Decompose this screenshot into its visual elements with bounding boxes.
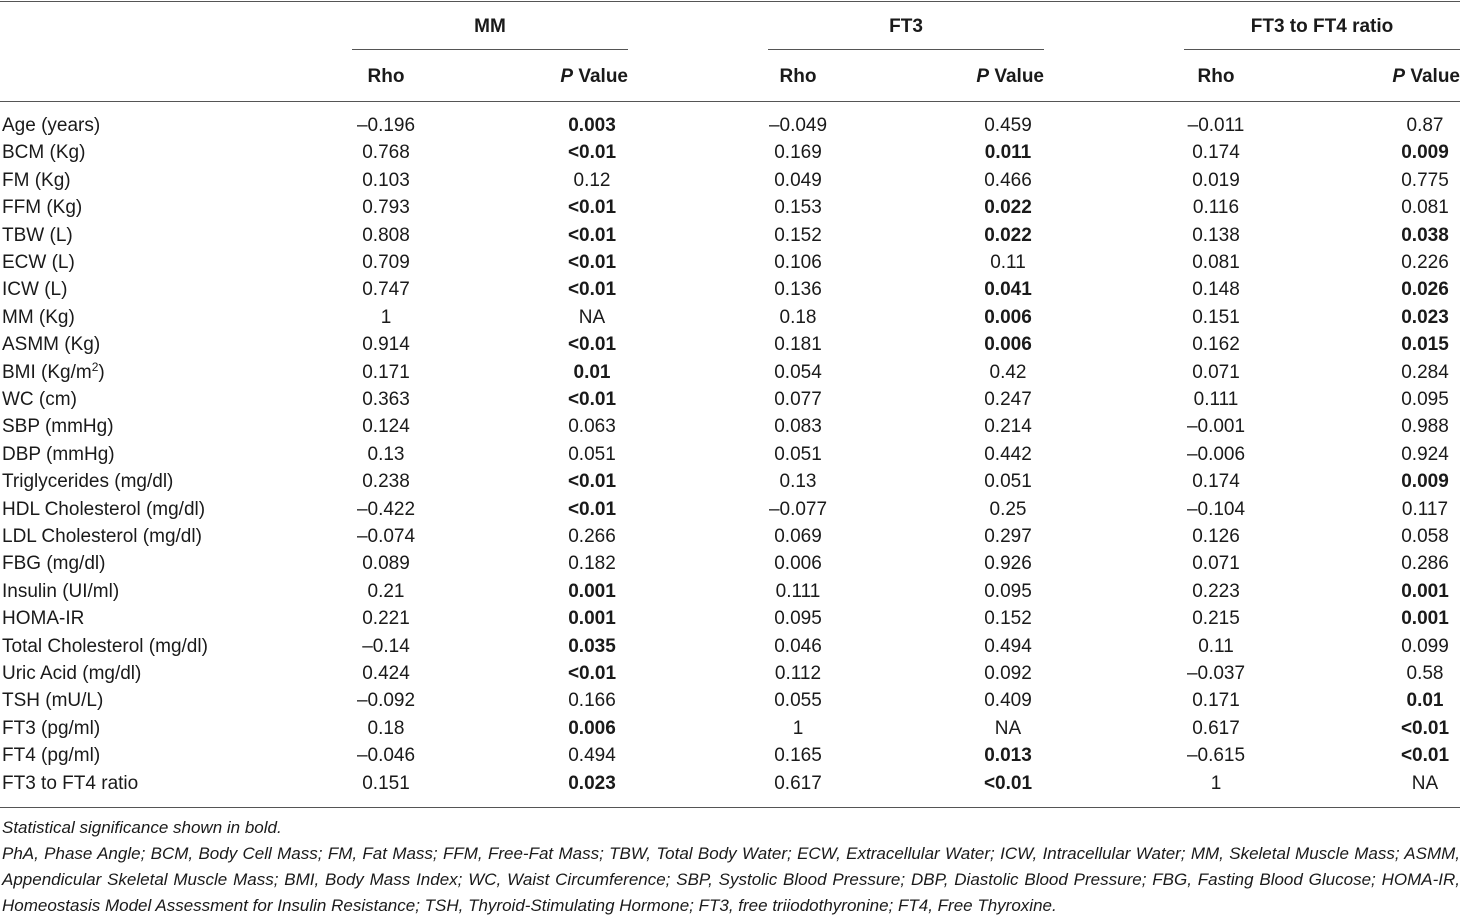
p-value: 0.015 bbox=[1401, 334, 1449, 356]
rho-value: 0.914 bbox=[362, 334, 410, 356]
subheader-p-value bbox=[1320, 66, 1460, 88]
row-label-text: Age (years) bbox=[2, 115, 101, 136]
rho-value: 0.215 bbox=[1192, 608, 1240, 630]
p-value: <0.01 bbox=[567, 498, 617, 520]
rho-value: 1 bbox=[1210, 772, 1222, 794]
group-title: FT3 bbox=[889, 16, 923, 37]
p-value: 0.11 bbox=[990, 252, 1026, 273]
p-value: 0.022 bbox=[984, 197, 1032, 219]
p-value: <0.01 bbox=[567, 471, 617, 493]
row-label bbox=[2, 581, 119, 603]
row-label bbox=[2, 636, 208, 658]
row-label-text: ICW (L) bbox=[2, 279, 68, 301]
group-title: FT3 to FT4 ratio bbox=[1250, 16, 1394, 37]
p-value: 0.001 bbox=[1401, 580, 1449, 602]
row-label-text: ASMM (Kg) bbox=[2, 334, 101, 356]
p-value: 0.095 bbox=[984, 580, 1032, 602]
row-label bbox=[2, 471, 173, 493]
p-value: 0.058 bbox=[1401, 526, 1449, 547]
p-value: 0.009 bbox=[1401, 471, 1449, 493]
rho-value: 0.793 bbox=[362, 197, 410, 219]
rho-value: 0.13 bbox=[779, 471, 817, 493]
subheader-value-text: Value bbox=[573, 66, 628, 87]
p-value: <0.01 bbox=[1400, 745, 1450, 767]
p-value: 0.494 bbox=[984, 635, 1032, 657]
row-label-text: FT4 (pg/ml) bbox=[2, 745, 101, 767]
subheader-rho: Rho bbox=[1197, 66, 1235, 87]
table-bottom-rule bbox=[0, 807, 1460, 808]
rho-value: 0.13 bbox=[367, 443, 405, 465]
rho-value: 0.081 bbox=[1192, 252, 1240, 273]
row-label-text: Triglycerides (mg/dl) bbox=[2, 471, 174, 493]
rho-value: 0.11 bbox=[1198, 635, 1234, 657]
row-label bbox=[2, 170, 71, 192]
rho-value: 0.112 bbox=[774, 663, 822, 684]
rho-value: 0.151 bbox=[1192, 306, 1240, 328]
p-value: 0.023 bbox=[1401, 306, 1449, 328]
footnote-significance: Statistical significance shown in bold. bbox=[2, 818, 282, 837]
rho-value: 0.124 bbox=[362, 416, 410, 438]
p-value: 0.226 bbox=[1401, 252, 1449, 273]
p-value: 0.001 bbox=[568, 580, 616, 602]
p-value: 0.026 bbox=[1401, 279, 1449, 301]
row-label bbox=[2, 334, 100, 356]
row-label bbox=[2, 142, 85, 164]
p-value: 0.494 bbox=[568, 745, 616, 767]
row-label-suffix: ) bbox=[98, 361, 105, 383]
row-label-text: Uric Acid (mg/dl) bbox=[2, 663, 142, 684]
rho-value: 0.153 bbox=[774, 197, 822, 219]
p-value: <0.01 bbox=[567, 663, 617, 684]
p-value: 0.25 bbox=[989, 498, 1027, 520]
rho-value: 0.617 bbox=[1192, 717, 1240, 739]
p-value: <0.01 bbox=[983, 772, 1033, 794]
rho-value: 0.152 bbox=[774, 224, 822, 246]
p-value: 0.87 bbox=[1406, 115, 1444, 136]
row-label bbox=[2, 307, 75, 329]
p-value: 0.214 bbox=[984, 416, 1032, 438]
row-label-text: BMI (Kg/m bbox=[2, 361, 92, 383]
p-value: <0.01 bbox=[567, 197, 617, 219]
rho-value: –0.046 bbox=[356, 745, 416, 767]
rho-value: 0.095 bbox=[774, 608, 822, 630]
rho-value: –0.011 bbox=[1187, 115, 1245, 136]
rho-value: 1 bbox=[792, 717, 804, 739]
subheader-rho: Rho bbox=[779, 66, 817, 87]
rho-value: 0.055 bbox=[774, 690, 822, 712]
rho-value: 0.138 bbox=[1192, 224, 1240, 246]
rho-value: –0.196 bbox=[356, 115, 416, 136]
p-value: 0.006 bbox=[568, 717, 616, 739]
p-value: 0.011 bbox=[984, 142, 1032, 164]
subheader-value-text: Value bbox=[989, 66, 1044, 87]
rho-value: 0.051 bbox=[774, 443, 822, 465]
rho-value: 0.181 bbox=[774, 334, 822, 356]
row-label-text: WC (cm) bbox=[2, 389, 77, 410]
row-label bbox=[2, 608, 84, 630]
rho-value: 0.617 bbox=[774, 772, 822, 794]
p-value: 0.152 bbox=[984, 608, 1032, 630]
p-value: 0.081 bbox=[1401, 197, 1449, 219]
row-label bbox=[2, 690, 103, 712]
row-label-text: FM (Kg) bbox=[2, 169, 71, 191]
p-value: NA bbox=[578, 306, 606, 328]
rho-value: 0.106 bbox=[774, 252, 822, 273]
p-value: 0.442 bbox=[984, 443, 1032, 465]
p-value: 0.013 bbox=[984, 745, 1032, 767]
rho-value: 0.071 bbox=[1192, 553, 1240, 575]
row-label bbox=[2, 197, 82, 219]
row-label-text: BCM (Kg) bbox=[2, 142, 86, 164]
p-value: <0.01 bbox=[1400, 717, 1450, 739]
p-value: 0.063 bbox=[568, 416, 616, 438]
row-label bbox=[2, 745, 100, 767]
p-value: <0.01 bbox=[567, 224, 617, 246]
rho-value: 0.223 bbox=[1192, 580, 1240, 602]
p-value: 0.003 bbox=[568, 115, 616, 136]
row-label-text: MM (Kg) bbox=[2, 306, 75, 328]
rho-value: 0.174 bbox=[1192, 471, 1240, 493]
rho-value: 0.709 bbox=[362, 252, 410, 273]
p-value: 0.409 bbox=[984, 690, 1032, 712]
rho-value: –0.037 bbox=[1186, 663, 1246, 684]
rho-value: –0.001 bbox=[1186, 416, 1246, 438]
row-label-text: FT3 (pg/ml) bbox=[2, 717, 101, 739]
rho-value: 0.103 bbox=[362, 169, 410, 191]
rho-value: 0.424 bbox=[362, 663, 410, 684]
p-value: <0.01 bbox=[567, 142, 617, 164]
row-label bbox=[2, 279, 67, 301]
row-label-text: TBW (L) bbox=[2, 224, 73, 246]
subheader-p-value bbox=[904, 66, 1044, 88]
rho-value: –0.422 bbox=[356, 498, 416, 520]
row-label bbox=[2, 444, 115, 466]
p-value: 0.006 bbox=[984, 334, 1032, 356]
rho-value: 0.054 bbox=[774, 361, 822, 383]
row-label bbox=[2, 553, 105, 575]
row-label bbox=[2, 115, 100, 137]
p-value: 0.42 bbox=[989, 361, 1027, 383]
row-label-text: Total Cholesterol (mg/dl) bbox=[2, 635, 208, 657]
rho-value: 0.174 bbox=[1192, 142, 1240, 164]
p-value: 0.297 bbox=[984, 526, 1032, 547]
rho-value: 0.768 bbox=[362, 142, 410, 164]
p-value: 0.117 bbox=[1401, 498, 1449, 520]
rho-value: 0.077 bbox=[774, 389, 822, 410]
p-value: 0.009 bbox=[1401, 142, 1449, 164]
rho-value: 0.083 bbox=[774, 416, 822, 438]
rho-value: 0.148 bbox=[1192, 279, 1240, 301]
table-top-rule bbox=[0, 1, 1460, 2]
row-label bbox=[2, 718, 100, 740]
row-label bbox=[2, 359, 105, 384]
p-value: 0.01 bbox=[573, 361, 611, 383]
rho-value: 0.747 bbox=[362, 279, 410, 301]
rho-value: 0.169 bbox=[774, 142, 822, 164]
p-value: 0.001 bbox=[1401, 608, 1449, 630]
p-value: NA bbox=[1411, 772, 1439, 794]
row-label bbox=[2, 389, 77, 411]
p-value: 0.035 bbox=[568, 635, 616, 657]
rho-value: –0.077 bbox=[768, 498, 828, 520]
rho-value: 0.116 bbox=[1192, 197, 1240, 219]
p-value: NA bbox=[994, 717, 1022, 739]
rho-value: –0.615 bbox=[1186, 745, 1246, 767]
rho-value: –0.049 bbox=[768, 115, 828, 136]
p-value: 0.924 bbox=[1401, 443, 1449, 465]
row-label-text: TSH (mU/L) bbox=[2, 690, 104, 712]
row-label bbox=[2, 252, 75, 274]
row-label-superscript: 2 bbox=[91, 359, 99, 374]
p-value: <0.01 bbox=[567, 279, 617, 301]
row-label-text: Insulin (UI/ml) bbox=[2, 580, 120, 602]
row-label-text: ECW (L) bbox=[2, 252, 75, 273]
table-header-rule bbox=[0, 101, 1460, 102]
subheader-p-italic: P bbox=[560, 66, 574, 87]
row-label-text: FFM (Kg) bbox=[2, 197, 83, 219]
p-value: <0.01 bbox=[567, 334, 617, 356]
p-value: 0.01 bbox=[1406, 690, 1444, 712]
group-underline bbox=[352, 49, 628, 50]
row-label-text: LDL Cholesterol (mg/dl) bbox=[2, 526, 202, 547]
rho-value: 0.238 bbox=[362, 471, 410, 493]
rho-value: 0.071 bbox=[1192, 361, 1240, 383]
rho-value: 0.221 bbox=[362, 608, 410, 630]
p-value: 0.099 bbox=[1401, 635, 1449, 657]
rho-value: –0.104 bbox=[1186, 498, 1246, 520]
rho-value: –0.14 bbox=[362, 635, 410, 657]
p-value: 0.166 bbox=[568, 690, 616, 712]
row-label-text: SBP (mmHg) bbox=[2, 416, 114, 438]
rho-value: 0.18 bbox=[367, 717, 405, 739]
subheader-p-italic: P bbox=[976, 66, 990, 87]
rho-value: 0.136 bbox=[774, 279, 822, 301]
subheader-p-italic: P bbox=[1392, 66, 1406, 87]
p-value: <0.01 bbox=[567, 389, 617, 410]
p-value: 0.041 bbox=[984, 279, 1032, 301]
rho-value: –0.074 bbox=[356, 526, 416, 547]
rho-value: 0.111 bbox=[775, 580, 821, 602]
p-value: 0.051 bbox=[568, 443, 616, 465]
p-value: 0.001 bbox=[568, 608, 616, 630]
row-label bbox=[2, 526, 202, 548]
p-value: 0.775 bbox=[1401, 169, 1449, 191]
p-value: 0.459 bbox=[984, 115, 1032, 136]
p-value: 0.095 bbox=[1401, 389, 1449, 410]
p-value: 0.284 bbox=[1401, 361, 1449, 383]
p-value: 0.182 bbox=[568, 553, 616, 575]
subheader-rho: Rho bbox=[367, 66, 405, 87]
rho-value: 0.363 bbox=[362, 389, 410, 410]
row-label bbox=[2, 663, 141, 685]
row-label-text: HDL Cholesterol (mg/dl) bbox=[2, 498, 206, 520]
group-underline bbox=[768, 49, 1044, 50]
rho-value: 0.162 bbox=[1192, 334, 1240, 356]
rho-value: 0.171 bbox=[362, 361, 410, 383]
group-underline bbox=[1184, 49, 1460, 50]
row-label bbox=[2, 773, 138, 795]
rho-value: 0.151 bbox=[362, 772, 410, 794]
rho-value: 0.18 bbox=[779, 306, 817, 328]
rho-value: 0.111 bbox=[1193, 389, 1239, 410]
row-label bbox=[2, 416, 114, 438]
rho-value: 1 bbox=[380, 306, 392, 328]
p-value: 0.247 bbox=[984, 389, 1032, 410]
rho-value: 0.019 bbox=[1192, 169, 1240, 191]
rho-value: –0.092 bbox=[356, 690, 416, 712]
p-value: 0.266 bbox=[568, 526, 616, 547]
p-value: 0.286 bbox=[1401, 553, 1449, 575]
footnote-abbreviations: PhA, Phase Angle; BCM, Body Cell Mass; FM, Fat Mass; FFM, Free-Fat Mass; TBW, Total Body Water; ECW, Extracellular Water; ICW, Intracellular Water; MM, Skeletal Muscle Mass; ASMM, Appendicular Skeletal Muscle Mass; BMI, Body Mass Index; WC, Waist Circumference; SBP, Systolic Blood Pressure; DBP, Diastolic Blood Pressure; FBG, Fasting Blood Glucose; HOMA-IR, Homeostasis Model Assessment for Insulin Resistance; TSH, Thyroid-Stimulating Hormone; FT3, free triiodothyronine; FT4, Free Thyroxine. bbox=[2, 844, 1460, 915]
rho-value: 0.069 bbox=[774, 526, 822, 547]
p-value: 0.988 bbox=[1401, 416, 1449, 438]
p-value: 0.58 bbox=[1406, 663, 1444, 684]
rho-value: 0.171 bbox=[1192, 690, 1240, 712]
p-value: 0.466 bbox=[984, 169, 1032, 191]
p-value: 0.038 bbox=[1401, 224, 1449, 246]
rho-value: 0.089 bbox=[362, 553, 410, 575]
subheader-value-text: Value bbox=[1405, 66, 1460, 87]
rho-value: 0.126 bbox=[1192, 526, 1240, 547]
p-value: <0.01 bbox=[567, 252, 617, 273]
rho-value: 0.006 bbox=[774, 553, 822, 575]
subheader-p-value bbox=[488, 66, 628, 88]
row-label-text: FBG (mg/dl) bbox=[2, 553, 106, 575]
rho-value: 0.165 bbox=[774, 745, 822, 767]
p-value: 0.006 bbox=[984, 306, 1032, 328]
group-title: MM bbox=[474, 16, 506, 37]
p-value: 0.023 bbox=[568, 772, 616, 794]
p-value: 0.092 bbox=[984, 663, 1032, 684]
rho-value: 0.049 bbox=[774, 169, 822, 191]
rho-value: 0.808 bbox=[362, 224, 410, 246]
row-label-text: HOMA-IR bbox=[2, 608, 85, 630]
p-value: 0.022 bbox=[984, 224, 1032, 246]
row-label-text: FT3 to FT4 ratio bbox=[2, 772, 139, 794]
rho-value: 0.046 bbox=[774, 635, 822, 657]
rho-value: 0.21 bbox=[367, 580, 405, 602]
row-label-text: DBP (mmHg) bbox=[2, 443, 115, 465]
p-value: 0.926 bbox=[984, 553, 1032, 575]
p-value: 0.051 bbox=[984, 471, 1032, 493]
row-label bbox=[2, 225, 73, 247]
rho-value: –0.006 bbox=[1186, 443, 1246, 465]
p-value: 0.12 bbox=[573, 169, 611, 191]
row-label bbox=[2, 499, 205, 521]
